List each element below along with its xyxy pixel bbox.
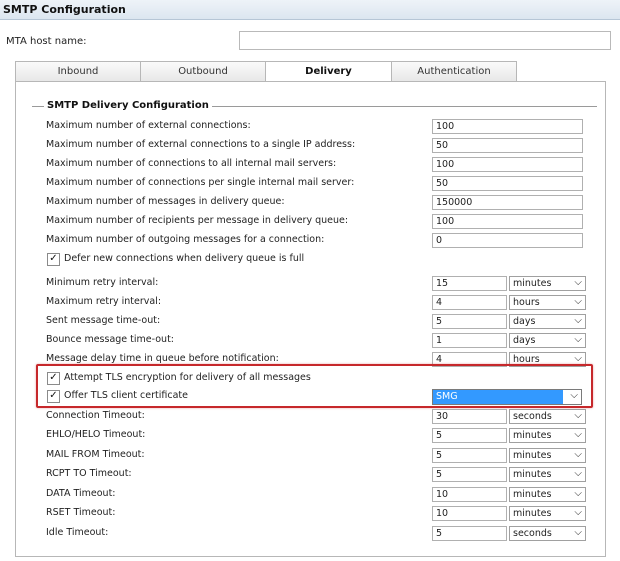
max-retry-label: Maximum retry interval: [46, 296, 162, 307]
max-retry-unit-select[interactable] [509, 295, 586, 310]
rset-timeout-input[interactable]: 10 [432, 506, 507, 521]
ehlo-timeout-input[interactable]: 5 [432, 428, 507, 443]
tab-authentication[interactable]: Authentication [391, 61, 517, 81]
sent-timeout-input[interactable]: 5 [432, 314, 507, 329]
mailfrom-timeout-unit-value: minutes [513, 450, 552, 461]
rcptto-timeout-unit-value: minutes [513, 469, 552, 480]
idle-timeout-label: Idle Timeout: [46, 527, 109, 538]
max-internal-conn-server-label: Maximum number of connections per single internal mail server: [46, 177, 355, 188]
mailfrom-timeout-unit-select[interactable] [509, 448, 586, 463]
max-external-connections-input[interactable]: 100 [432, 119, 583, 134]
max-ext-conn-ip-input[interactable]: 50 [432, 138, 583, 153]
max-retry-unit-value: hours [513, 297, 540, 308]
max-messages-queue-label: Maximum number of messages in delivery queue: [46, 196, 285, 207]
min-retry-input[interactable]: 15 [432, 276, 507, 291]
chevron-down-icon: ⌵ [574, 353, 582, 364]
max-internal-conn-label: Maximum number of connections to all internal mail servers: [46, 158, 337, 169]
max-messages-queue-input[interactable]: 150000 [432, 195, 583, 210]
idle-timeout-unit-select[interactable] [509, 526, 586, 541]
data-timeout-unit-select[interactable] [509, 487, 586, 502]
tab-inbound[interactable]: Inbound [15, 61, 141, 81]
mta-host-label: MTA host name: [6, 36, 87, 47]
max-ext-conn-ip-label: Maximum number of external connections to a single IP address: [46, 139, 356, 150]
title-bar [0, 0, 620, 20]
bounce-timeout-input[interactable]: 1 [432, 333, 507, 348]
tab-delivery[interactable]: Delivery [265, 61, 392, 83]
sent-timeout-label: Sent message time-out: [46, 315, 161, 326]
bounce-timeout-unit-value: days [513, 335, 536, 346]
conn-timeout-unit-value: seconds [513, 411, 552, 422]
chevron-down-icon: ⌵ [574, 449, 582, 460]
delay-notify-label: Message delay time in queue before notification: [46, 353, 279, 364]
rcptto-timeout-unit-select[interactable] [509, 467, 586, 482]
rset-timeout-label: RSET Timeout: [46, 507, 116, 518]
min-retry-unit-select[interactable] [509, 276, 586, 291]
idle-timeout-unit-value: seconds [513, 528, 552, 539]
ehlo-timeout-unit-value: minutes [513, 430, 552, 441]
mailfrom-timeout-input[interactable]: 5 [432, 448, 507, 463]
chevron-down-icon: ⌵ [570, 390, 578, 401]
checkmark-icon: ✓ [49, 253, 58, 264]
chevron-down-icon: ⌵ [574, 488, 582, 499]
max-recipients-label: Maximum number of recipients per message in delivery queue: [46, 215, 349, 226]
rcptto-timeout-label: RCPT TO Timeout: [46, 468, 132, 479]
tab-outbound[interactable]: Outbound [140, 61, 266, 81]
max-retry-input[interactable]: 4 [432, 295, 507, 310]
delay-notify-input[interactable]: 4 [432, 352, 507, 367]
rcptto-timeout-input[interactable]: 5 [432, 467, 507, 482]
chevron-down-icon: ⌵ [574, 410, 582, 421]
data-timeout-label: DATA Timeout: [46, 488, 116, 499]
chevron-down-icon: ⌵ [574, 468, 582, 479]
min-retry-label: Minimum retry interval: [46, 277, 159, 288]
offer-cert-label: Offer TLS client certificate [64, 390, 188, 401]
attempt-tls-label: Attempt TLS encryption for delivery of all messages [64, 372, 311, 383]
chevron-down-icon: ⌵ [574, 277, 582, 288]
window-title: SMTP Configuration [3, 3, 126, 16]
defer-connections-checkbox[interactable] [47, 253, 60, 266]
chevron-down-icon: ⌵ [574, 296, 582, 307]
offer-cert-checkbox[interactable] [47, 390, 60, 403]
max-internal-conn-server-input[interactable]: 50 [432, 176, 583, 191]
sent-timeout-unit-value: days [513, 316, 536, 327]
conn-timeout-unit-select[interactable] [509, 409, 586, 424]
client-certificate-select[interactable] [432, 389, 582, 405]
bounce-timeout-unit-select[interactable] [509, 333, 586, 348]
chevron-down-icon: ⌵ [574, 527, 582, 538]
max-recipients-input[interactable]: 100 [432, 214, 583, 229]
ehlo-timeout-unit-select[interactable] [509, 428, 586, 443]
data-timeout-input[interactable]: 10 [432, 487, 507, 502]
chevron-down-icon: ⌵ [574, 315, 582, 326]
mailfrom-timeout-label: MAIL FROM Timeout: [46, 449, 145, 460]
sent-timeout-unit-select[interactable] [509, 314, 586, 329]
rset-timeout-unit-value: minutes [513, 508, 552, 519]
chevron-down-icon: ⌵ [574, 507, 582, 518]
attempt-tls-checkbox[interactable] [47, 372, 60, 385]
mta-host-input[interactable] [239, 31, 611, 50]
max-outgoing-input[interactable]: 0 [432, 233, 583, 248]
section-legend: SMTP Delivery Configuration [44, 100, 212, 111]
conn-timeout-input[interactable]: 30 [432, 409, 507, 424]
max-internal-conn-input[interactable]: 100 [432, 157, 583, 172]
chevron-down-icon: ⌵ [574, 334, 582, 345]
min-retry-unit-value: minutes [513, 278, 552, 289]
defer-connections-label: Defer new connections when delivery queue is full [64, 253, 305, 264]
chevron-down-icon: ⌵ [574, 429, 582, 440]
ehlo-timeout-label: EHLO/HELO Timeout: [46, 429, 146, 440]
checkmark-icon: ✓ [49, 390, 58, 401]
max-outgoing-label: Maximum number of outgoing messages for a connection: [46, 234, 325, 245]
checkmark-icon: ✓ [49, 372, 58, 383]
client-certificate-value: SMG [433, 390, 563, 404]
data-timeout-unit-value: minutes [513, 489, 552, 500]
idle-timeout-input[interactable]: 5 [432, 526, 507, 541]
rset-timeout-unit-select[interactable] [509, 506, 586, 521]
delay-notify-unit-value: hours [513, 354, 540, 365]
conn-timeout-label: Connection Timeout: [46, 410, 145, 421]
bounce-timeout-label: Bounce message time-out: [46, 334, 174, 345]
max-external-connections-label: Maximum number of external connections: [46, 120, 251, 131]
